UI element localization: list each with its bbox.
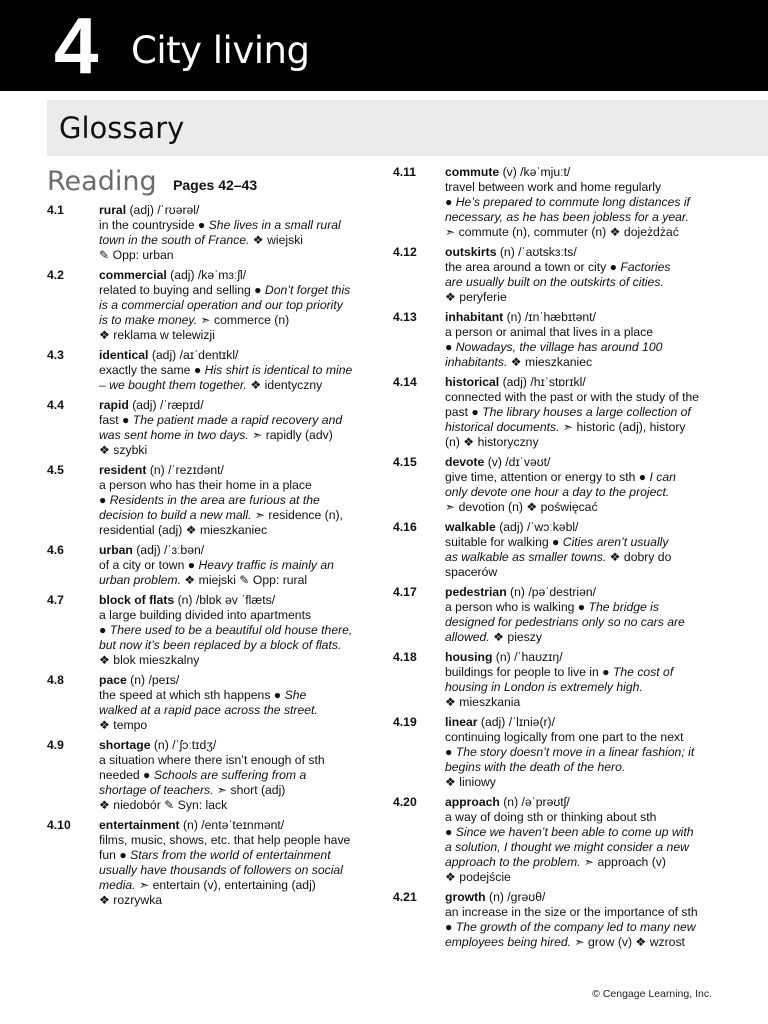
glossary-entry bbox=[393, 375, 715, 450]
entry-definition-line: only devote one hour a day to the project. bbox=[445, 485, 670, 500]
entry-headword-line bbox=[99, 398, 367, 413]
entry-definition-line: ❖ podejście bbox=[445, 870, 511, 885]
entry-definition-line: but now it’s been replaced by a block of flats. bbox=[99, 638, 342, 653]
entry-definition-line: ❖ peryferie bbox=[445, 290, 507, 305]
entry-headword: urban bbox=[99, 543, 133, 557]
glossary-entry bbox=[393, 795, 715, 885]
unit-header bbox=[0, 0, 768, 91]
entry-headword: historical bbox=[445, 375, 500, 389]
entry-definition-line: ➣ commute (n), commuter (n) ❖ dojeżdżać bbox=[445, 225, 679, 240]
entry-definition-line: a solution, I thought we might consider a new bbox=[445, 840, 689, 855]
entry-definition-line: – we bought them together. ❖ identyczny bbox=[99, 378, 323, 393]
entry-headword-line bbox=[99, 348, 367, 363]
entry-definition-line: ● Residents in the area are furious at the bbox=[99, 493, 320, 508]
entry-definition-line: begins with the death of the hero. bbox=[445, 760, 626, 775]
entry-body bbox=[99, 463, 367, 538]
entry-headword-line bbox=[99, 593, 367, 608]
entry-pos-pronunciation: (n) /entəˈteɪnmənt/ bbox=[182, 818, 285, 832]
entry-definition-line: suitable for walking ● Cities aren’t usually bbox=[445, 535, 669, 550]
unit-title: City living bbox=[131, 29, 310, 72]
entry-headword-line bbox=[445, 375, 715, 390]
entry-definition-line: employees being hired. ➣ grow (v) ❖ wzrost bbox=[445, 935, 685, 950]
entry-definition-line: ● There used to be a beautiful old house there, bbox=[99, 623, 353, 638]
glossary-entry bbox=[47, 543, 367, 588]
entry-headword: linear bbox=[445, 715, 478, 729]
entry-pos-pronunciation: (adj) /ˈlɪniə(r)/ bbox=[480, 715, 556, 729]
entry-definition-line: spacerów bbox=[445, 565, 498, 580]
section-pages: Pages 42–43 bbox=[173, 177, 258, 193]
entry-definition-line: ● Nowadays, the village has around 100 bbox=[445, 340, 663, 355]
entry-headword: commute bbox=[445, 165, 500, 179]
entry-definition-line: ● The story doesn’t move in a linear fashion; it bbox=[445, 745, 695, 760]
glossary-entry bbox=[47, 673, 367, 733]
entry-headword-line bbox=[99, 818, 367, 833]
entry-headword-line bbox=[445, 650, 715, 665]
entry-number: 4.8 bbox=[47, 673, 64, 687]
glossary-entry bbox=[393, 715, 715, 790]
entry-definition-line: fast ● The patient made a rapid recovery and bbox=[99, 413, 343, 428]
glossary-entry bbox=[47, 818, 367, 908]
entry-definition-line: travel between work and home regularly bbox=[445, 180, 662, 195]
entry-body bbox=[445, 715, 715, 790]
entry-body bbox=[99, 673, 367, 733]
glossary-entry bbox=[47, 348, 367, 393]
entry-number: 4.20 bbox=[393, 795, 417, 809]
entry-definition-line: ❖ liniowy bbox=[445, 775, 496, 790]
entry-body bbox=[99, 203, 367, 263]
entry-body bbox=[99, 818, 367, 908]
entry-body bbox=[99, 268, 367, 343]
entry-definition-line: decision to build a new mall. ➣ residence (n), bbox=[99, 508, 343, 523]
entry-pos-pronunciation: (adj) /ˈɜːbən/ bbox=[136, 543, 205, 557]
entry-number: 4.1 bbox=[47, 203, 64, 217]
entry-number: 4.15 bbox=[393, 455, 417, 469]
glossary-entry bbox=[393, 650, 715, 710]
entry-definition-line: past ● The library houses a large collection of bbox=[445, 405, 691, 420]
entry-definition-line: in the countryside ● She lives in a small rural bbox=[99, 218, 341, 233]
entry-definition-line: ❖ rozrywka bbox=[99, 893, 163, 908]
entry-pos-pronunciation: (adj) /ˈrʊərəl/ bbox=[129, 203, 200, 217]
entry-definition-line: ➣ devotion (n) ❖ poświęcać bbox=[445, 500, 598, 515]
entry-number: 4.21 bbox=[393, 890, 417, 904]
entry-definition-line: ● He’s prepared to commute long distances if bbox=[445, 195, 690, 210]
entry-headword: identical bbox=[99, 348, 149, 362]
entry-number: 4.5 bbox=[47, 463, 64, 477]
entry-headword: commercial bbox=[99, 268, 167, 282]
entry-body bbox=[445, 165, 715, 240]
entry-number: 4.17 bbox=[393, 585, 417, 599]
entry-headword-line bbox=[445, 455, 715, 470]
copyright-footer: © Cengage Learning, Inc. bbox=[592, 988, 712, 1000]
entry-pos-pronunciation: (n) /ɡrəʊθ/ bbox=[489, 890, 546, 904]
entry-definition-line: walked at a rapid pace across the street. bbox=[99, 703, 318, 718]
unit-number: 4 bbox=[54, 1, 99, 90]
entry-pos-pronunciation: (n) /blɒk əv ˈflæts/ bbox=[177, 593, 276, 607]
entry-headword: approach bbox=[445, 795, 500, 809]
section-heading bbox=[47, 164, 257, 200]
entry-definition-line: necessary, as he has been jobless for a year. bbox=[445, 210, 689, 225]
entry-number: 4.7 bbox=[47, 593, 64, 607]
entry-body bbox=[445, 890, 715, 950]
entry-body bbox=[445, 520, 715, 580]
entry-headword-line bbox=[99, 268, 367, 283]
glossary-entry bbox=[393, 520, 715, 580]
entry-definition-line: residential (adj) ❖ mieszkaniec bbox=[99, 523, 268, 538]
entry-headword: pedestrian bbox=[445, 585, 507, 599]
entry-headword-line bbox=[99, 673, 367, 688]
entry-number: 4.3 bbox=[47, 348, 64, 362]
entry-headword: walkable bbox=[445, 520, 496, 534]
entry-definition-line: allowed. ❖ pieszy bbox=[445, 630, 542, 645]
entry-number: 4.4 bbox=[47, 398, 64, 412]
entry-definition-line: a person who is walking ● The bridge is bbox=[445, 600, 659, 615]
entry-definition-line: related to buying and selling ● Don’t forget this bbox=[99, 283, 351, 298]
entry-headword: growth bbox=[445, 890, 486, 904]
entry-headword: resident bbox=[99, 463, 147, 477]
entry-number: 4.11 bbox=[393, 165, 417, 179]
entry-definition-line: a situation where there isn’t enough of sth bbox=[99, 753, 325, 768]
entry-definition-line: media. ➣ entertain (v), entertaining (adj) bbox=[99, 878, 316, 893]
entry-definition-line: historical documents. ➣ historic (adj), history bbox=[445, 420, 686, 435]
entry-body bbox=[445, 650, 715, 710]
entry-body bbox=[445, 375, 715, 450]
entry-headword-line bbox=[99, 463, 367, 478]
entry-number: 4.12 bbox=[393, 245, 417, 259]
entry-definition-line: ● Since we haven’t been able to come up with bbox=[445, 825, 694, 840]
entry-number: 4.19 bbox=[393, 715, 417, 729]
entry-definition-line: connected with the past or with the study of the bbox=[445, 390, 700, 405]
entry-definition-line: a person who has their home in a place bbox=[99, 478, 312, 493]
entry-number: 4.10 bbox=[47, 818, 71, 832]
entry-headword-line bbox=[445, 795, 715, 810]
entry-pos-pronunciation: (adj) /ˈwɔːkəbl/ bbox=[499, 520, 579, 534]
entry-pos-pronunciation: (adj) /aɪˈdentɪkl/ bbox=[151, 348, 239, 362]
entry-definition-line: a large building divided into apartments bbox=[99, 608, 312, 623]
glossary-entry bbox=[393, 585, 715, 645]
glossary-title: Glossary bbox=[59, 111, 185, 145]
entry-pos-pronunciation: (n) /ˈrezɪdənt/ bbox=[149, 463, 224, 477]
entry-headword-line bbox=[445, 310, 715, 325]
entry-pos-pronunciation: (n) /ˈʃɔːtɪdʒ/ bbox=[153, 738, 217, 752]
entry-definition-line: town in the south of France. ❖ wiejski bbox=[99, 233, 303, 248]
entry-headword: outskirts bbox=[445, 245, 497, 259]
glossary-entry bbox=[47, 268, 367, 343]
entry-headword: block of flats bbox=[99, 593, 175, 607]
entry-definition-line: usually have thousands of followers on social bbox=[99, 863, 343, 878]
entry-definition-line: inhabitants. ❖ mieszkaniec bbox=[445, 355, 593, 370]
entry-definition-line: housing in London is extremely high. bbox=[445, 680, 643, 695]
glossary-entry bbox=[393, 310, 715, 370]
entry-headword-line bbox=[445, 245, 715, 260]
entry-definition-line: is to make money. ➣ commerce (n) bbox=[99, 313, 290, 328]
entry-pos-pronunciation: (n) /ˈhaʊzɪŋ/ bbox=[495, 650, 563, 664]
entry-headword: housing bbox=[445, 650, 493, 664]
glossary-entry bbox=[47, 463, 367, 538]
entry-definition-line: approach to the problem. ➣ approach (v) bbox=[445, 855, 666, 870]
entry-definition-line: films, music, shows, etc. that help people have bbox=[99, 833, 351, 848]
entry-headword: shortage bbox=[99, 738, 151, 752]
entry-number: 4.13 bbox=[393, 310, 417, 324]
entry-definition-line: buildings for people to live in ● The cost of bbox=[445, 665, 674, 680]
entry-pos-pronunciation: (adj) /hɪˈstɒrɪkl/ bbox=[502, 375, 586, 389]
entry-pos-pronunciation: (n) /əˈprəʊtʃ/ bbox=[503, 795, 570, 809]
entry-pos-pronunciation: (adj) /kəˈmɜːʃl/ bbox=[170, 268, 247, 282]
entry-pos-pronunciation: (n) /pəˈdestriən/ bbox=[510, 585, 597, 599]
entry-headword: entertainment bbox=[99, 818, 180, 832]
entry-number: 4.9 bbox=[47, 738, 64, 752]
section-title: Reading bbox=[47, 166, 157, 197]
entry-headword-line bbox=[99, 738, 367, 753]
entry-pos-pronunciation: (v) /kəˈmjuːt/ bbox=[502, 165, 571, 179]
entry-definition-line: an increase in the size or the importance of sth bbox=[445, 905, 698, 920]
entry-definition-line: ❖ tempo bbox=[99, 718, 148, 733]
entry-body bbox=[445, 455, 715, 515]
entry-definition-line: the area around a town or city ● Factories bbox=[445, 260, 671, 275]
entry-headword: devote bbox=[445, 455, 485, 469]
entry-definition-line: the speed at which sth happens ● She bbox=[99, 688, 307, 703]
entry-headword: rural bbox=[99, 203, 127, 217]
entry-definition-line: designed for pedestrians only so no cars are bbox=[445, 615, 685, 630]
entry-body bbox=[99, 593, 367, 668]
entry-pos-pronunciation: (n) /ɪnˈhæbɪtənt/ bbox=[506, 310, 596, 324]
glossary-entry bbox=[393, 245, 715, 305]
entry-definition-line: of a city or town ● Heavy traffic is mainly an bbox=[99, 558, 334, 573]
entry-definition-line: a way of doing sth or thinking about sth bbox=[445, 810, 657, 825]
entry-definition-line: ❖ mieszkania bbox=[445, 695, 521, 710]
entry-body bbox=[99, 398, 367, 458]
glossary-entry bbox=[393, 455, 715, 515]
entry-pos-pronunciation: (n) /peɪs/ bbox=[130, 673, 180, 687]
entry-definition-line: ❖ szybki bbox=[99, 443, 148, 458]
glossary-entry bbox=[47, 738, 367, 813]
entry-body bbox=[445, 310, 715, 370]
entry-definition-line: is a commercial operation and our top priority bbox=[99, 298, 343, 313]
entry-definition-line: a person or animal that lives in a place bbox=[445, 325, 653, 340]
entry-pos-pronunciation: (adj) /ˈræpɪd/ bbox=[132, 398, 204, 412]
entry-body bbox=[99, 348, 367, 393]
entry-body bbox=[445, 245, 715, 305]
entry-pos-pronunciation: (v) /dɪˈvəʊt/ bbox=[487, 455, 551, 469]
entry-headword-line bbox=[445, 890, 715, 905]
entry-headword-line bbox=[445, 520, 715, 535]
entry-body bbox=[99, 543, 367, 588]
entry-headword-line bbox=[99, 203, 367, 218]
entry-number: 4.16 bbox=[393, 520, 417, 534]
entry-definition-line: exactly the same ● His shirt is identical to mine bbox=[99, 363, 353, 378]
entry-number: 4.2 bbox=[47, 268, 64, 282]
glossary-entry bbox=[47, 593, 367, 668]
entry-definition-line: fun ● Stars from the world of entertainment bbox=[99, 848, 331, 863]
entry-definition-line: ● The growth of the company led to many new bbox=[445, 920, 696, 935]
entry-number: 4.18 bbox=[393, 650, 417, 664]
entry-headword-line bbox=[445, 165, 715, 180]
entry-definition-line: needed ● Schools are suffering from a bbox=[99, 768, 307, 783]
entry-headword: pace bbox=[99, 673, 127, 687]
glossary-entry bbox=[393, 165, 715, 240]
glossary-band bbox=[47, 100, 768, 156]
entry-definition-line: ❖ blok mieszkalny bbox=[99, 653, 200, 668]
glossary-entry bbox=[47, 203, 367, 263]
entry-definition-line: shortage of teachers. ➣ short (adj) bbox=[99, 783, 286, 798]
entry-headword-line bbox=[99, 543, 367, 558]
entry-definition-line: urban problem. ❖ miejski ✎ Opp: rural bbox=[99, 573, 308, 588]
glossary-entry bbox=[393, 890, 715, 950]
entry-pos-pronunciation: (n) /ˈaʊtskɜːts/ bbox=[499, 245, 577, 259]
entry-definition-line: was sent home in two days. ➣ rapidly (adv) bbox=[99, 428, 333, 443]
entry-definition-line: ✎ Opp: urban bbox=[99, 248, 174, 263]
entry-headword: rapid bbox=[99, 398, 129, 412]
entry-definition-line: are usually built on the outskirts of cities. bbox=[445, 275, 664, 290]
entry-headword-line bbox=[445, 585, 715, 600]
entry-headword-line bbox=[445, 715, 715, 730]
entry-body bbox=[99, 738, 367, 813]
entry-definition-line: give time, attention or energy to sth ● I can bbox=[445, 470, 676, 485]
entry-definition-line: continuing logically from one part to the next bbox=[445, 730, 684, 745]
entry-body bbox=[445, 795, 715, 885]
entry-definition-line: as walkable as smaller towns. ❖ dobry do bbox=[445, 550, 672, 565]
entry-definition-line: ❖ reklama w telewizji bbox=[99, 328, 215, 343]
entry-body bbox=[445, 585, 715, 645]
entry-number: 4.14 bbox=[393, 375, 417, 389]
entry-definition-line: (n) ❖ historyczny bbox=[445, 435, 539, 450]
entry-number: 4.6 bbox=[47, 543, 64, 557]
glossary-entry bbox=[47, 398, 367, 458]
entry-headword: inhabitant bbox=[445, 310, 504, 324]
entry-definition-line: ❖ niedobór ✎ Syn: lack bbox=[99, 798, 228, 813]
